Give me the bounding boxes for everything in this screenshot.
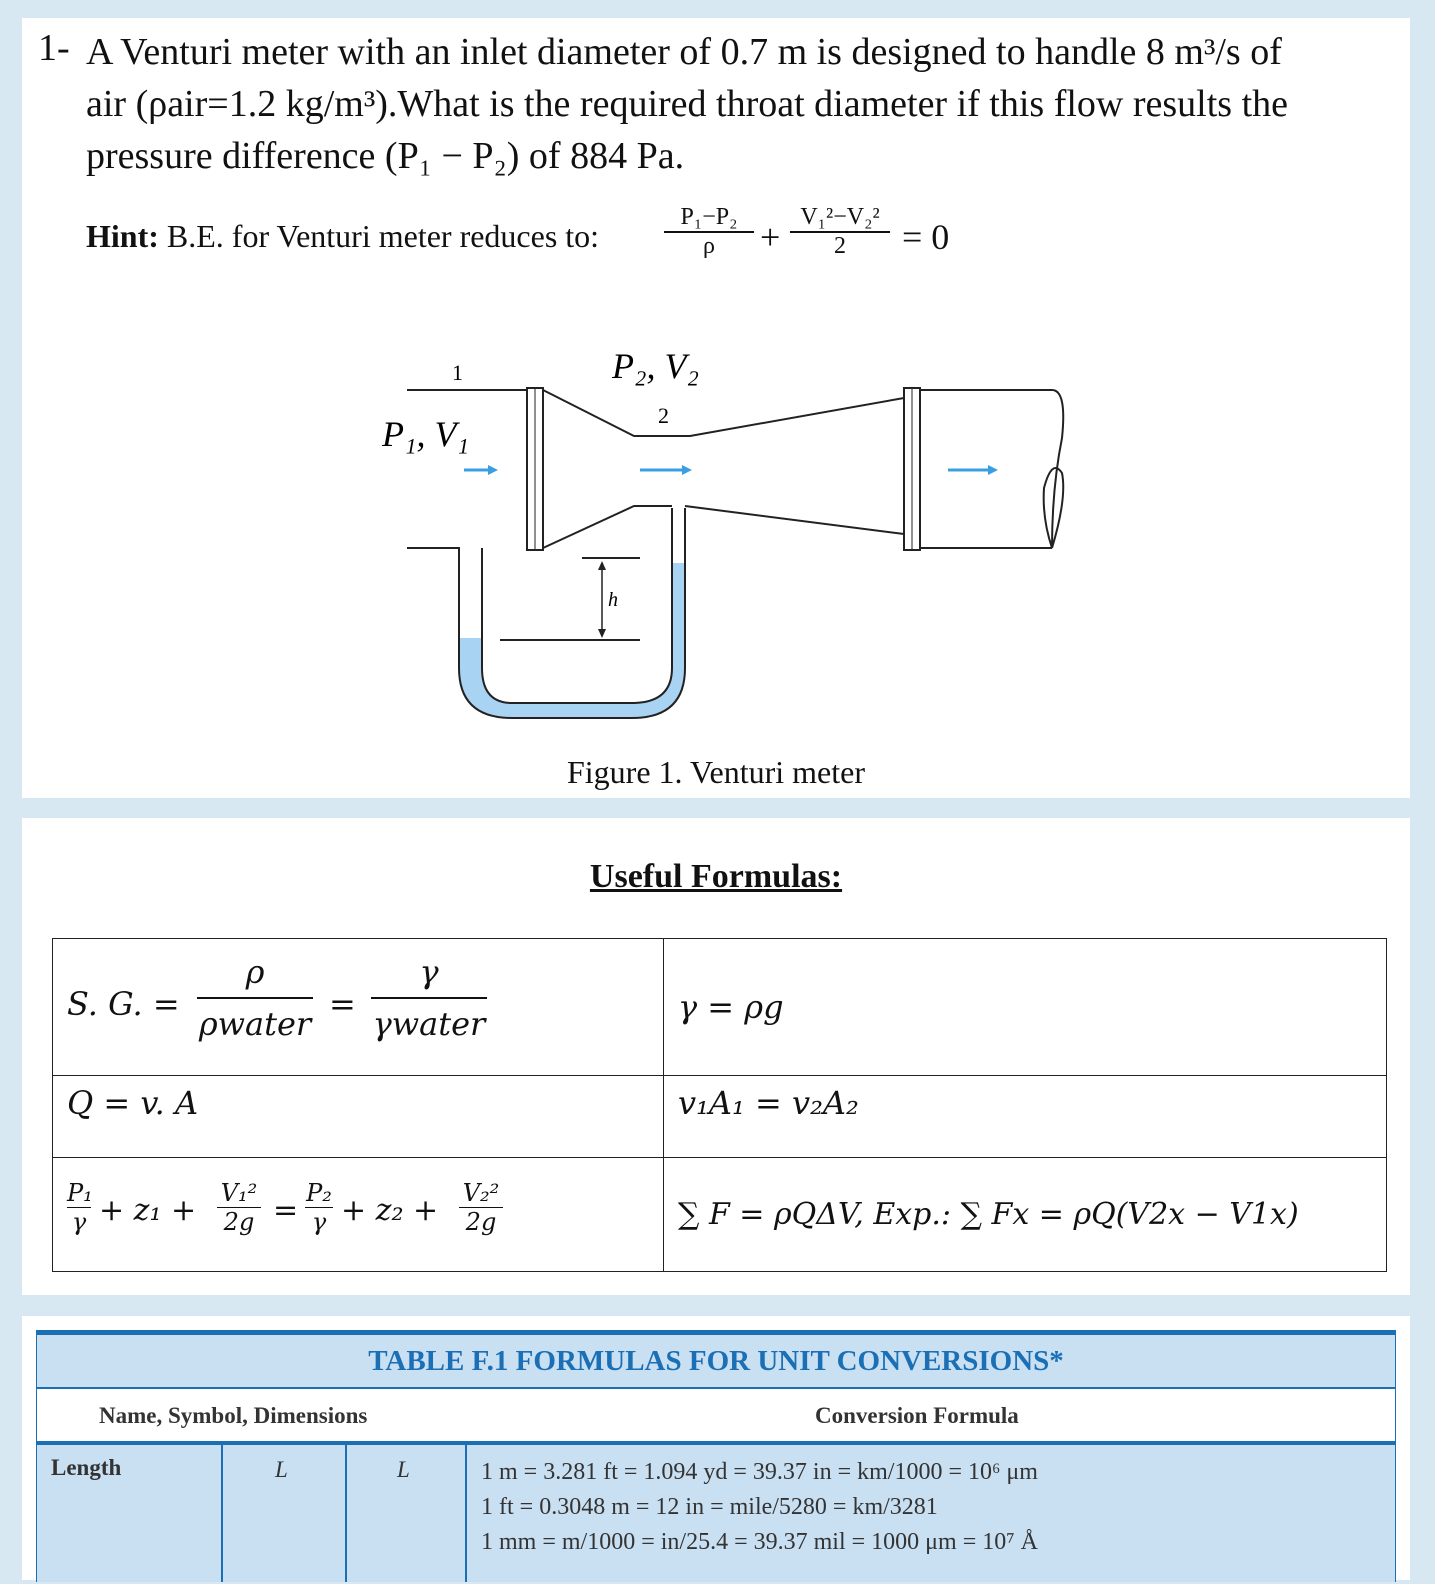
- conversion-table-header: [36, 1388, 1396, 1442]
- formula-momentum: ∑ F = ρQΔV, Exp.: ∑ Fx = ρQ(V2x − V1x): [664, 1158, 1387, 1272]
- formula-gamma: γ = ρg: [664, 939, 1387, 1076]
- header-conversion-formula: Conversion Formula: [815, 1403, 1019, 1428]
- question-line-3: pressure difference (P₁ − P₂) of 884 Pa.: [86, 135, 685, 177]
- question-line-1: A Venturi meter with an inlet diameter of 0.7 m is designed to handle 8 m³/s of: [86, 31, 1282, 73]
- question-panel: [22, 18, 1410, 798]
- conversion-table-title: TABLE F.1 FORMULAS FOR UNIT CONVERSIONS*: [36, 1334, 1396, 1388]
- sg-gamma-water: γwater: [372, 1005, 486, 1043]
- bern-z2: + z₂ +: [341, 1192, 439, 1228]
- formula-row-3: [53, 1158, 1387, 1272]
- h-arrow-up: [598, 561, 606, 570]
- bern-2g1: 2g: [223, 1207, 255, 1236]
- conversion-row-length: [36, 1442, 1396, 1582]
- manometer-tube-inner: [482, 508, 672, 703]
- formula-bernoulli: [53, 1158, 664, 1272]
- sg-lhs: S. G. =: [67, 985, 180, 1023]
- hint-equals: = 0: [902, 217, 950, 257]
- row-formulas: [481, 1455, 1038, 1560]
- bern-p2: P₂: [306, 1178, 332, 1207]
- venturi-diagram: [22, 18, 1410, 798]
- formula-row-2: [53, 1076, 1387, 1158]
- unit-conversion-panel: [22, 1316, 1410, 1580]
- bern-gamma2: γ: [311, 1207, 327, 1236]
- sg-rho-water: ρwater: [198, 1005, 312, 1043]
- label-section-1: 1: [452, 360, 463, 385]
- sg-equals: =: [329, 985, 356, 1023]
- hint-label: Hint:: [86, 218, 159, 254]
- hint-frac2-num: V₁²−V₂²: [790, 204, 890, 233]
- outlet-pipe-cut: [1044, 390, 1064, 548]
- row-name: Length: [51, 1455, 122, 1480]
- sg-gamma: γ: [371, 953, 487, 999]
- label-h: h: [608, 589, 618, 611]
- label-p2v2: P₂, V₂: [612, 346, 700, 386]
- hint-frac1-den: ρ: [703, 233, 715, 259]
- formula-row-1: [53, 939, 1387, 1076]
- hint-frac1-num: P₁−P₂: [664, 204, 754, 233]
- sg-rho: ρ: [197, 953, 313, 999]
- formula-line-1: 1 m = 3.281 ft = 1.094 yd = 39.37 in = km/1000 = 10⁶ μm: [481, 1459, 1038, 1485]
- bern-z1: + z₁ +: [99, 1192, 197, 1228]
- figure-caption: Figure 1. Venturi meter: [566, 754, 865, 790]
- row-symbol: L: [275, 1457, 288, 1482]
- useful-formulas-panel: [22, 818, 1410, 1295]
- formula-line-3: 1 mm = m/1000 = in/25.4 = 39.37 mil = 1000 μm = 10⁷ Å: [481, 1529, 1038, 1555]
- bern-v1: V₁²: [217, 1179, 261, 1208]
- question-number: 1-: [38, 27, 70, 69]
- question-line-2: air (ρair=1.2 kg/m³).What is the required throat diameter if this flow results the: [86, 83, 1288, 125]
- formulas-table: [52, 938, 1387, 1272]
- hint-plus: +: [760, 217, 781, 257]
- bern-gamma1: γ: [71, 1207, 87, 1236]
- row-dimension: L: [397, 1457, 410, 1482]
- bern-p1: P₁: [67, 1178, 93, 1207]
- label-section-2: 2: [658, 403, 669, 428]
- formula-flow-rate: Q = v. A: [53, 1076, 664, 1158]
- venturi-bottom-wall: [543, 506, 904, 548]
- bern-equals: =: [273, 1192, 299, 1228]
- hint-frac2-den: 2: [834, 233, 846, 259]
- hint-body: B.E. for Venturi meter reduces to:: [166, 218, 600, 254]
- h-arrow-down: [598, 629, 606, 638]
- manometer-tube: [407, 508, 685, 718]
- header-name-symbol-dim: Name, Symbol, Dimensions: [99, 1403, 368, 1428]
- label-p1v1: P₁, V₁: [382, 414, 470, 454]
- formula-line-2: 1 ft = 0.3048 m = 12 in = mile/5280 = km/3281: [481, 1494, 938, 1520]
- formula-specific-gravity: [53, 939, 664, 1076]
- useful-formulas-title: Useful Formulas:: [589, 858, 843, 895]
- formula-continuity: v₁A₁ = v₂A₂: [664, 1076, 1387, 1158]
- bern-v2: V₂²: [459, 1179, 503, 1208]
- bern-2g2: 2g: [465, 1207, 497, 1236]
- venturi-top-wall: [543, 390, 904, 436]
